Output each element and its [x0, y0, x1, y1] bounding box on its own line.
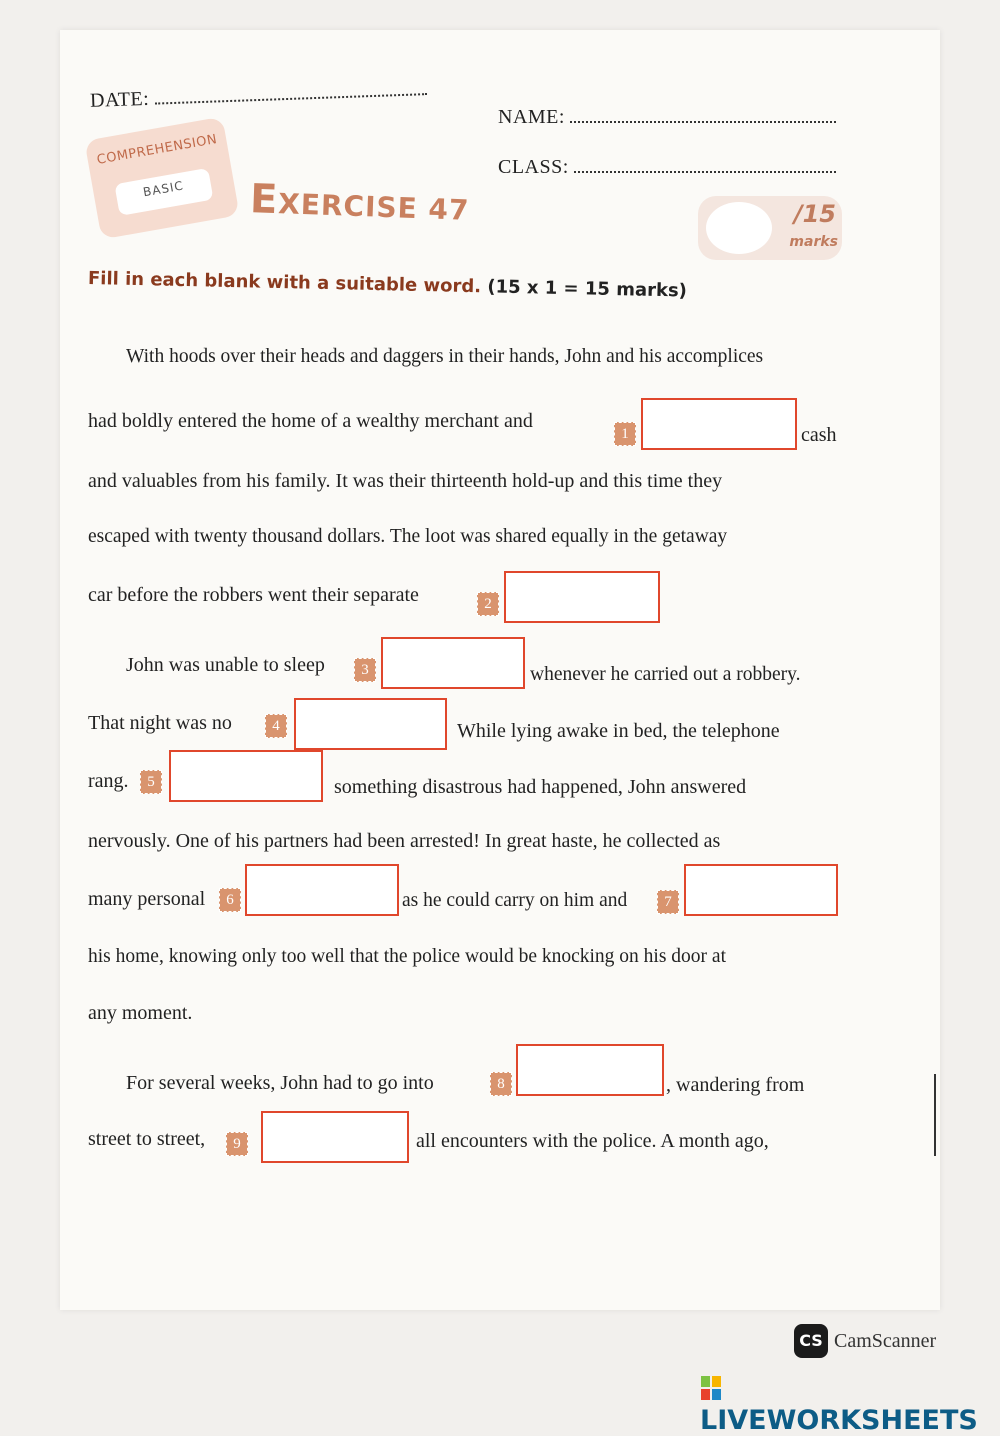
liveworksheets-text: LIVEWORKSHEETS: [700, 1405, 978, 1436]
answer-blank-3[interactable]: [381, 637, 525, 689]
passage-line-5a: car before the robbers went their separate: [88, 584, 419, 606]
exercise-title-initial: E: [249, 176, 280, 224]
passage-line-13a: For several weeks, John had to go into: [126, 1072, 434, 1094]
answer-blank-6[interactable]: [245, 864, 399, 916]
question-number-2: 2: [477, 592, 499, 616]
answer-blank-9[interactable]: [261, 1111, 409, 1163]
margin-line: [934, 1074, 936, 1156]
answer-blank-4[interactable]: [294, 698, 447, 750]
name-field: [498, 106, 836, 129]
name-dotted-line: [570, 107, 836, 123]
passage-line-2a: had boldly entered the home of a wealthy merchant and: [88, 410, 533, 432]
passage-line-14b: all encounters with the police. A month ago,: [416, 1130, 769, 1152]
question-number-8: 8: [490, 1072, 512, 1096]
passage-line-6a: John was unable to sleep: [126, 654, 325, 676]
question-number-9: 9: [226, 1132, 248, 1156]
question-number-6: 6: [219, 888, 241, 912]
answer-blank-8[interactable]: [516, 1044, 664, 1096]
answer-blank-5[interactable]: [169, 750, 323, 802]
passage-line-10a: many personal: [88, 888, 206, 910]
passage-line-9: nervously. One of his partners had been arrested! In great haste, he collected as: [88, 830, 721, 852]
question-number-4: 4: [265, 714, 287, 738]
class-label: CLASS:: [498, 156, 569, 178]
passage-line-11: his home, knowing only too well that the police would be knocking on his door at: [88, 946, 726, 967]
score-circle: [706, 202, 772, 254]
badge-line2: BASIC: [142, 178, 185, 200]
instruction-text: Fill in each blank with a suitable word.: [87, 268, 482, 298]
question-number-5: 5: [140, 770, 162, 794]
liveworksheets-brand: [700, 1374, 1000, 1436]
answer-blank-7[interactable]: [684, 864, 838, 916]
passage-line-8a: rang.: [88, 770, 129, 792]
passage-line-13b: , wandering from: [666, 1074, 805, 1096]
passage-line-14a: street to street,: [88, 1128, 206, 1150]
passage-line-4: escaped with twenty thousand dollars. The loot was shared equally in the getaway: [88, 526, 728, 547]
badge-line1: COMPREHENSION: [95, 131, 219, 168]
class-dotted-line: [574, 157, 836, 173]
marks-box: [698, 196, 842, 260]
camscanner-logo: CS: [794, 1324, 828, 1358]
passage-line-8b: something disastrous had happened, John answered: [334, 776, 747, 798]
marks-label: marks: [789, 234, 838, 250]
liveworksheets-icon: [700, 1375, 722, 1401]
passage-line-2b: cash: [801, 424, 837, 446]
instruction-marks: (15 x 1 = 15 marks): [487, 276, 688, 302]
passage-line-7b: While lying awake in bed, the telephone: [457, 720, 780, 742]
name-label: NAME:: [498, 106, 565, 128]
passage-line-12: any moment.: [88, 1002, 193, 1024]
passage-line-7a: That night was no: [88, 712, 232, 734]
marks-total: /15: [793, 200, 836, 228]
class-field: [498, 156, 836, 179]
answer-blank-1[interactable]: [641, 398, 797, 450]
question-number-1: 1: [614, 422, 636, 446]
passage-line-6b: whenever he carried out a robbery.: [530, 664, 801, 685]
passage-line-10b: as he could carry on him and: [402, 890, 628, 911]
camscanner-name: CamScanner: [834, 1330, 937, 1352]
passage-line-3: and valuables from his family. It was their thirteenth hold-up and this time they: [88, 470, 723, 492]
answer-blank-2[interactable]: [504, 571, 660, 623]
passage-line-1: With hoods over their heads and daggers in their hands, John and his accomplices: [126, 346, 764, 367]
date-label: DATE:: [89, 87, 150, 112]
exercise-title: [249, 176, 470, 230]
question-number-3: 3: [354, 658, 376, 682]
exercise-title-rest: XERCISE 47: [277, 187, 470, 227]
question-number-7: 7: [657, 890, 679, 914]
